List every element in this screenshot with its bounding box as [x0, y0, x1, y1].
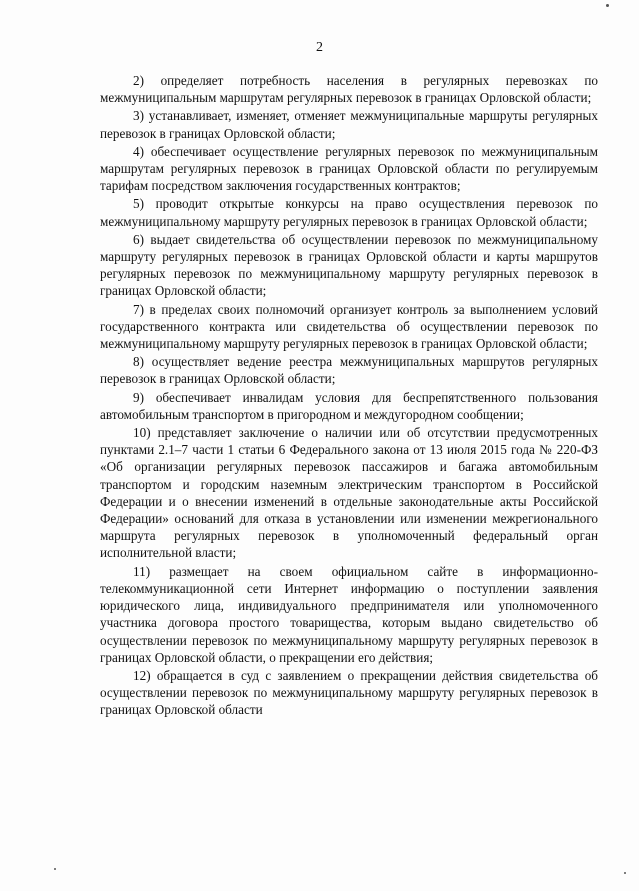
paragraph-item-2: 2) определяет потребность населения в регулярных перевозках по межмуниципальным маршрутам регулярных перевозок в границах Орловской области;	[100, 73, 598, 106]
page-number: 2	[316, 40, 323, 55]
scan-speck	[606, 4, 609, 7]
paragraph-item-12: 12) обращается в суд с заявлением о прекращении действия свидетельства об осуществлении перевозок по межмуниципальному маршруту регулярных перевозок в границах Орловской области	[100, 667, 598, 718]
paragraph-item-7: 7) в пределах своих полномочий организует контроль за выполнением условий государственного контракта или свидетельства об осуществлении перевозок по межмуниципальному маршруту регулярных перевозок в границах Орловской области;	[100, 301, 598, 352]
paragraph-item-11: 11) размещает на своем официальном сайте в информационно-телекоммуникационной сети Интернет информацию о поступлении заявления юридического лица, индивидуального предпринимателя или уполномоченного участника договора простого товарищества, которым выдано свидетельство об осуществлении перевозок по межмуниципальному маршруту регулярных перевозок в границах Орловской области, о прекращении его действия;	[100, 563, 598, 665]
scan-speck	[54, 868, 56, 870]
document-body	[100, 72, 598, 719]
paragraph-item-8: 8) осуществляет ведение реестра межмуниципальных маршрутов регулярных перевозок в границах Орловской области;	[100, 354, 598, 387]
paragraph-item-10: 10) представляет заключение о наличии или об отсутствии предусмотренных пунктами 2.1–7 части 1 статьи 6 Федерального закона от 13 июля 2015 года № 220-ФЗ «Об организации регулярных перевозок пассажиров и багажа автомобильным транспортом и городским наземным электрическим транспортом в Российской Федерации и о внесении изменений в отдельные законодательные акты Российской Федерации» оснований для отказа в установлении или изменении межрегионального маршрута регулярных перевозок в уполномоченный федеральный орган исполнительной власти;	[100, 425, 598, 561]
paragraph-item-6: 6) выдает свидетельства об осуществлении перевозок по межмуниципальному маршруту регулярных перевозок в границах Орловской области и карты маршрутов регулярных перевозок по межмуниципальному маршруту регулярных перевозок в границах Орловской области;	[100, 231, 598, 299]
paragraph-item-4: 4) обеспечивает осуществление регулярных перевозок по межмуниципальным маршрутам регулярных перевозок в границах Орловской области по регулируемым тарифам посредством заключения государственных контрактов;	[100, 143, 598, 194]
scan-speck	[624, 872, 626, 874]
paragraph-item-5: 5) проводит открытые конкурсы на право осуществления перевозок по межмуниципальному маршруту регулярных перевозок в границах Орловской области;	[100, 196, 598, 229]
paragraph-item-3: 3) устанавливает, изменяет, отменяет межмуниципальные маршруты регулярных перевозок в границах Орловской области;	[100, 108, 598, 141]
paragraph-item-9: 9) обеспечивает инвалидам условия для беспрепятственного пользования автомобильным транспортом в пригородном и междугородном сообщении;	[100, 389, 598, 422]
